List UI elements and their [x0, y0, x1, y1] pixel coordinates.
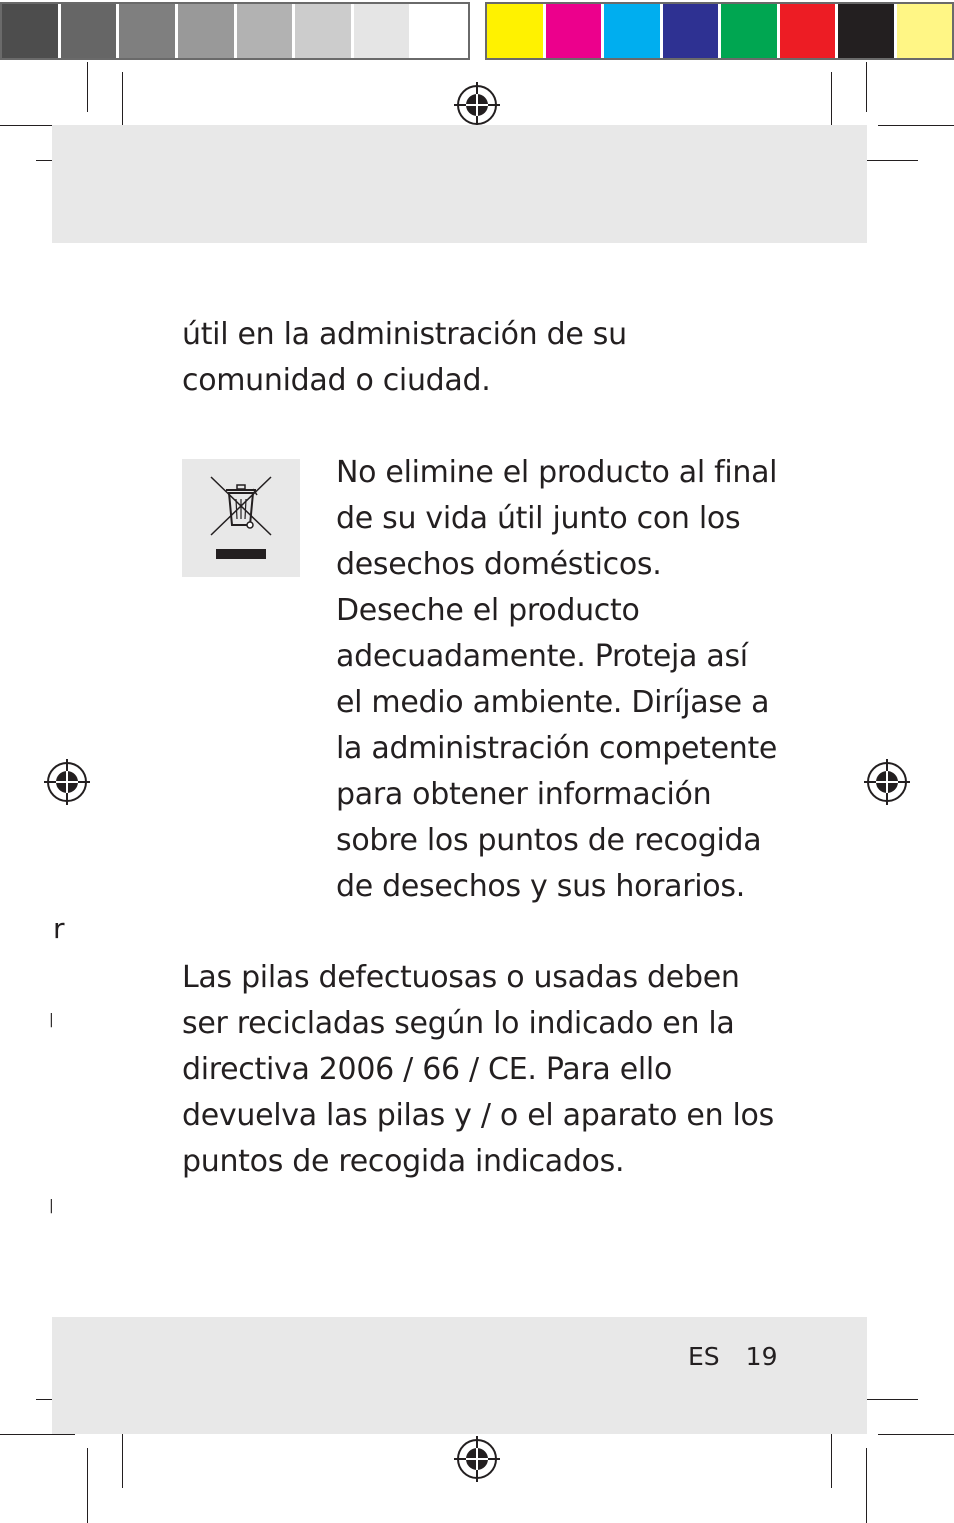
margin-mark: |: [49, 1198, 54, 1214]
registration-target-icon: [44, 759, 90, 805]
color-calibration-bar: [485, 2, 954, 60]
margin-mark: |: [49, 1012, 54, 1028]
crop-mark: [878, 1434, 954, 1435]
crop-mark: [878, 125, 954, 126]
weee-paragraph: No elimine el producto al final de su vida útil junto con los desechos domésticos. Deseche el producto adecuadamente. Proteja así el medio ambiente. Diríjase a la administración competente para obtener información sobre los puntos de recogida de desechos y sus horarios.: [336, 455, 778, 904]
calibration-swatch: [604, 4, 663, 58]
footer-band: [52, 1317, 867, 1434]
calibration-swatch: [663, 4, 722, 58]
crop-mark: [0, 1434, 75, 1435]
calibration-swatch: [2, 4, 61, 58]
calibration-swatch: [237, 4, 296, 58]
intro-paragraph: útil en la administración de su comunidad o ciudad.: [182, 317, 627, 398]
calibration-swatch: [178, 4, 237, 58]
calibration-swatch: [487, 4, 546, 58]
crop-mark: [866, 1448, 867, 1523]
crop-mark: [122, 1426, 123, 1488]
crossed-out-wheelie-bin-icon: [182, 459, 300, 577]
calibration-swatch: [295, 4, 354, 58]
calibration-swatch: [546, 4, 605, 58]
language-code: ES: [688, 1342, 720, 1371]
page-footer: [688, 1340, 777, 1374]
calibration-swatch: [412, 4, 468, 58]
weee-symbol-box: [182, 459, 300, 577]
calibration-swatch: [897, 4, 953, 58]
calibration-swatch: [354, 4, 413, 58]
calibration-swatch: [838, 4, 897, 58]
calibration-swatch: [61, 4, 120, 58]
battery-paragraph: Las pilas defectuosas o usadas deben ser recicladas según lo indicado en la directiva 2006 / 66 / CE. Para ello devuelva las pilas y / o el aparato en los puntos de recogida indicados.: [182, 960, 774, 1179]
crop-mark: [831, 1426, 832, 1488]
crop-mark: [866, 62, 867, 112]
header-band: [52, 125, 867, 243]
calibration-swatch: [780, 4, 839, 58]
crop-mark: [87, 62, 88, 112]
margin-fragment: r: [53, 912, 65, 945]
registration-target-icon: [454, 82, 500, 128]
page-number: 19: [745, 1342, 778, 1371]
calibration-swatch: [721, 4, 780, 58]
gray-calibration-bar: [0, 2, 470, 60]
calibration-swatch: [119, 4, 178, 58]
registration-target-icon: [454, 1436, 500, 1482]
crop-mark: [87, 1448, 88, 1523]
registration-target-icon: [864, 759, 910, 805]
